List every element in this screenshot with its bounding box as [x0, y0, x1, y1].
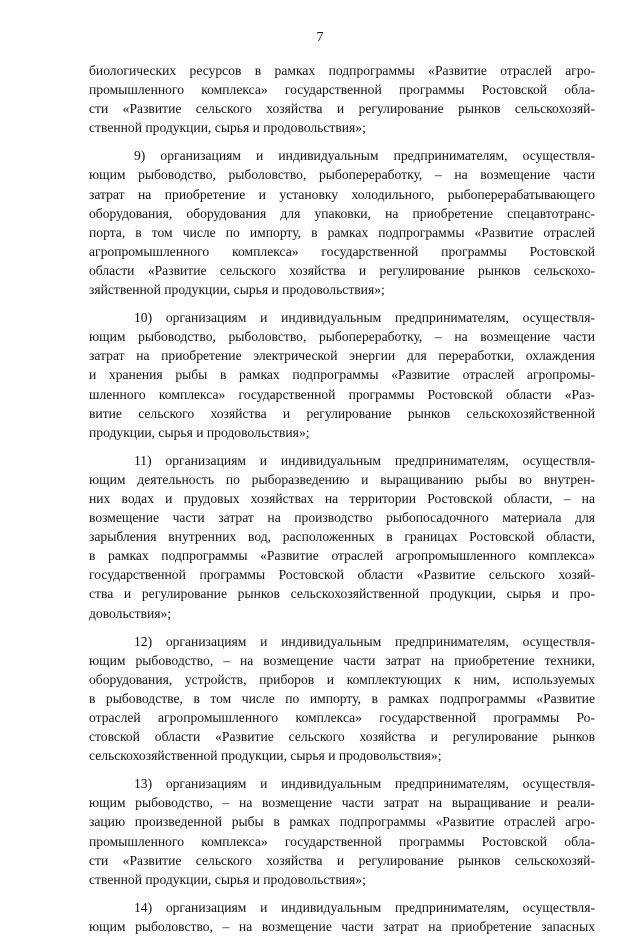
text-line: ющим деятельность по рыборазведению и выращиванию рыбы во внутрен-: [89, 471, 595, 487]
text-line: 14) организациям и индивидуальным предпринимателям, осуществля-: [134, 899, 595, 915]
text-line: биологических ресурсов в рамках подпрограммы «Развитие отраслей агро-: [89, 63, 595, 78]
text-line: довольствия»;: [89, 605, 172, 621]
page-number: 7: [316, 30, 324, 45]
text-line: 12) организациям и индивидуальным предпринимателям, осуществля-: [134, 633, 595, 649]
text-line: промышленного комплекса» государственной программы Ростовской обла-: [89, 833, 595, 849]
text-line: витие сельского хозяйства и регулирование рынков сельскохозяйственной: [89, 405, 595, 421]
text-line: и хранения рыбы в рамках подпрограммы «Развитие отраслей агропромы-: [89, 367, 595, 383]
paragraph-item-12: [89, 632, 595, 766]
paragraph-item-13: [89, 774, 595, 889]
text-line: ющим рыбоводство, рыболовство, рыбопереработку, – на возмещение части: [89, 329, 595, 345]
text-line: оборудования, устройств, приборов и комплектующих к ним, используемых: [89, 671, 595, 687]
text-line: шленного комплекса» государственной программы Ростовской области «Раз-: [89, 386, 595, 402]
text-line: зарыбления внутренних вод, расположенных в границах Ростовской области,: [89, 529, 595, 545]
text-line: затрат на приобретение и установку холодильного, рыбоперерабатывающего: [89, 186, 595, 202]
text-line: государственной программы Ростовской области «Развитие сельского хозяй-: [89, 567, 595, 583]
text-line: области «Развитие сельского хозяйства и регулирование рынков сельскохо-: [89, 262, 595, 278]
text-line: оборудования, оборудования для упаковки, на приобретение спецавтотранс-: [89, 205, 595, 221]
text-line: ющим рыболовство, – на возмещение части затрат на приобретение запасных: [89, 918, 595, 934]
text-line: зяйственной продукции, сырья и продовольствия»;: [89, 282, 385, 298]
text-line: продукции, сырья и продовольствия»;: [89, 424, 310, 440]
text-line: 11) организациям и индивидуальным предпринимателям, осуществля-: [134, 452, 595, 468]
text-line: отраслей агропромышленного комплекса» государственной программы Ро-: [89, 710, 595, 725]
text-line: сти «Развитие сельского хозяйства и регулирование рынков сельскохозяй-: [89, 852, 595, 868]
paragraph: [89, 61, 595, 137]
text-line: ющим рыбоводство, – на возмещение части затрат на приобретение техники,: [89, 652, 595, 668]
text-line: затрат на приобретение электрической энергии для переработки, охлаждения: [89, 348, 595, 364]
document-body: [89, 61, 595, 945]
text-line: ственной продукции, сырья и продовольствия»;: [89, 120, 366, 136]
paragraph-item-11: [89, 451, 595, 623]
paragraph-item-9: [89, 146, 595, 299]
text-line: сти «Развитие сельского хозяйства и регулирование рынков сельскохозяй-: [89, 101, 595, 117]
text-line: возмещение части затрат на производство рыбопосадочного материала для: [89, 510, 595, 526]
text-line: 9) организациям и индивидуальным предпринимателям, осуществля-: [134, 148, 595, 164]
text-line: стовской области «Развитие сельского хозяйства и регулирование рынков: [89, 729, 595, 745]
text-line: порта, в том числе по импорту, в рамках подпрограммы «Развитие отраслей: [89, 224, 595, 240]
text-line: ющим рыбоводство, рыболовство, рыбопереработку, – на возмещение части: [89, 167, 595, 183]
text-line: ства и регулирование рынков сельскохозяйственной продукции, сырья и про-: [89, 586, 595, 602]
text-line: в рамках подпрограммы «Развитие отраслей агропромышленного комплекса»: [89, 548, 595, 564]
text-line: в рыбоводстве, в том числе по импорту, в рамках подпрограммы «Развитие: [89, 690, 595, 706]
text-line: 10) организациям и индивидуальным предпринимателям, осуществля-: [134, 310, 595, 326]
text-line: агропромышленного комплекса» государственной программы Ростовской: [89, 243, 595, 259]
text-line: них водах и прудовых хозяйствах на территории Ростовской области, – на: [89, 490, 595, 506]
text-line: сельскохозяйственной продукции, сырья и продовольствия»;: [89, 748, 442, 764]
text-line: зацию произведенной рыбы в рамках подпрограммы «Развитие отраслей агро-: [89, 814, 595, 830]
text-line: 13) организациям и индивидуальным предпринимателям, осуществля-: [134, 776, 595, 792]
text-line: промышленного комплекса» государственной программы Ростовской обла-: [89, 82, 595, 98]
text-line: ственной продукции, сырья и продовольствия»;: [89, 871, 366, 887]
text-line: ющим рыбоводство, – на возмещение части затрат на выращивание и реали-: [89, 795, 595, 811]
paragraph-item-14: [89, 898, 595, 936]
paragraph-item-10: [89, 308, 595, 442]
